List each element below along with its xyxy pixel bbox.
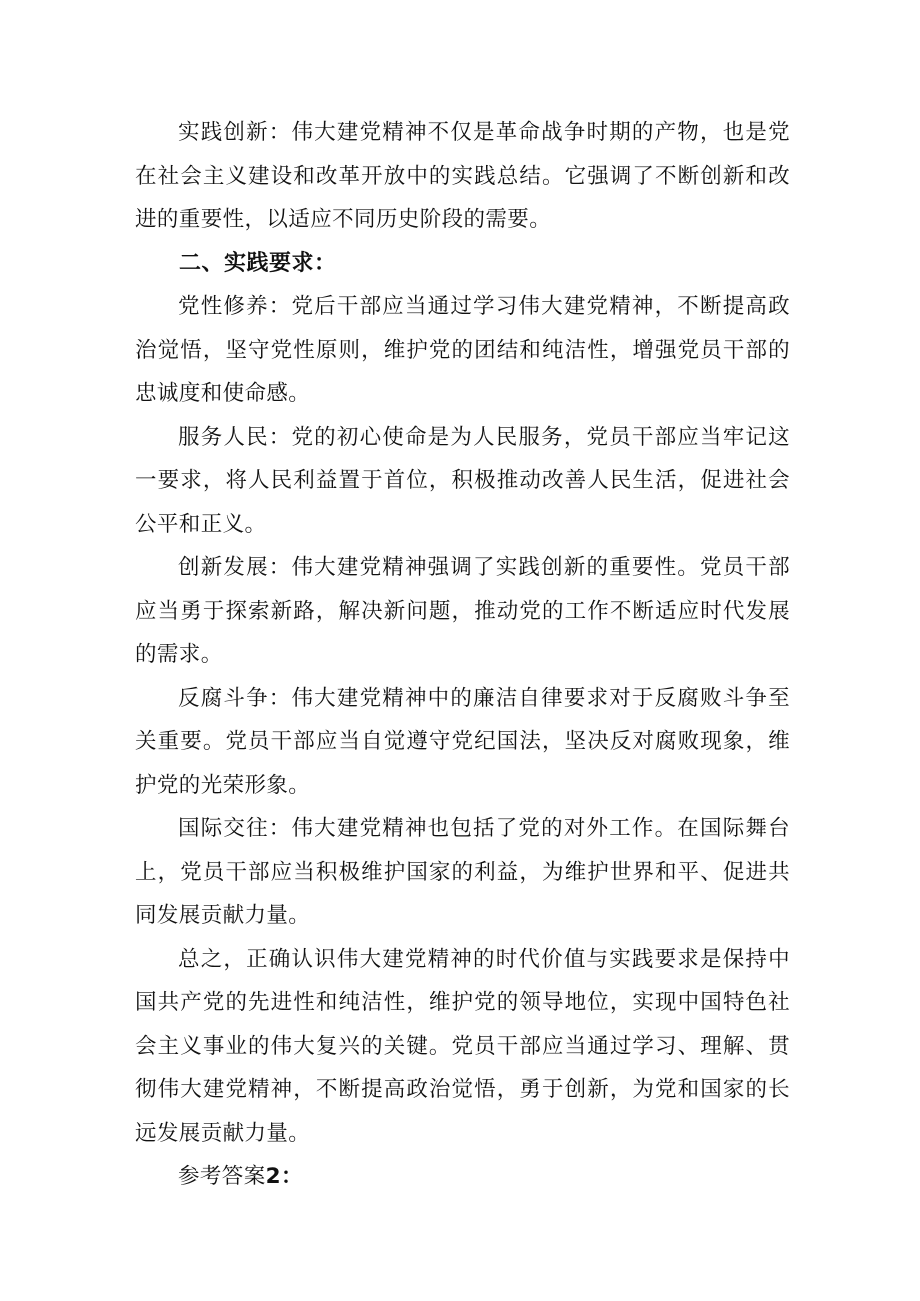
paragraph-innovative-development: 创新发展：伟大建党精神强调了实践创新的重要性。党员干部应当勇于探索新路，解决新问题，推动党的工作不断适应时代发展的需求。 (135, 555, 790, 667)
reference-answer-text: 参考答案 (178, 1164, 266, 1189)
reference-answer-number: 2 (265, 1164, 281, 1189)
paragraph-party-cultivation: 党性修养：党后干部应当通过学习伟大建党精神，不断提高政治觉悟，坚守党性原则，维护党的团结和纯洁性，增强党员干部的忠诚度和使命感。 (135, 294, 790, 406)
section-heading-practice-requirements: 二、实践要求： (179, 250, 337, 276)
reference-answer-label (135, 1155, 790, 1199)
reference-answer-colon: ： (280, 1164, 303, 1189)
paragraph-anti-corruption: 反腐斗争：伟大建党精神中的廉洁自律要求对于反腐败斗争至关重要。党员干部应当自觉遵守党纪国法，坚决反对腐败现象，维护党的光荣形象。 (135, 685, 790, 798)
paragraph-international-exchange: 国际交往：伟大建党精神也包括了党的对外工作。在国际舞台上，党员干部应当积极维护国家的利益，为维护世界和平、促进共同发展贡献力量。 (135, 816, 790, 928)
paragraph-conclusion: 总之，正确认识伟大建党精神的时代价值与实践要求是保持中国共产党的先进性和纯洁性，维护党的领导地位，实现中国特色社会主义事业的伟大复兴的关键。党员干部应当通过学习、理解、贯彻伟大建党精神，不断提高政治觉悟，勇于创新，为党和国家的长远发展贡献力量。 (135, 946, 790, 1146)
paragraph-practice-innovation: 实践创新：伟大建党精神不仅是革命战争时期的产物，也是党在社会主义建设和改革开放中的实践总结。它强调了不断创新和改进的重要性，以适应不同历史阶段的需要。 (135, 120, 790, 232)
paragraph-serve-people: 服务人民：党的初心使命是为人民服务，党员干部应当牢记这一要求，将人民利益置于首位，积极推动改善人民生活，促进社会公平和正义。 (135, 424, 790, 537)
document-body (135, 111, 790, 1199)
